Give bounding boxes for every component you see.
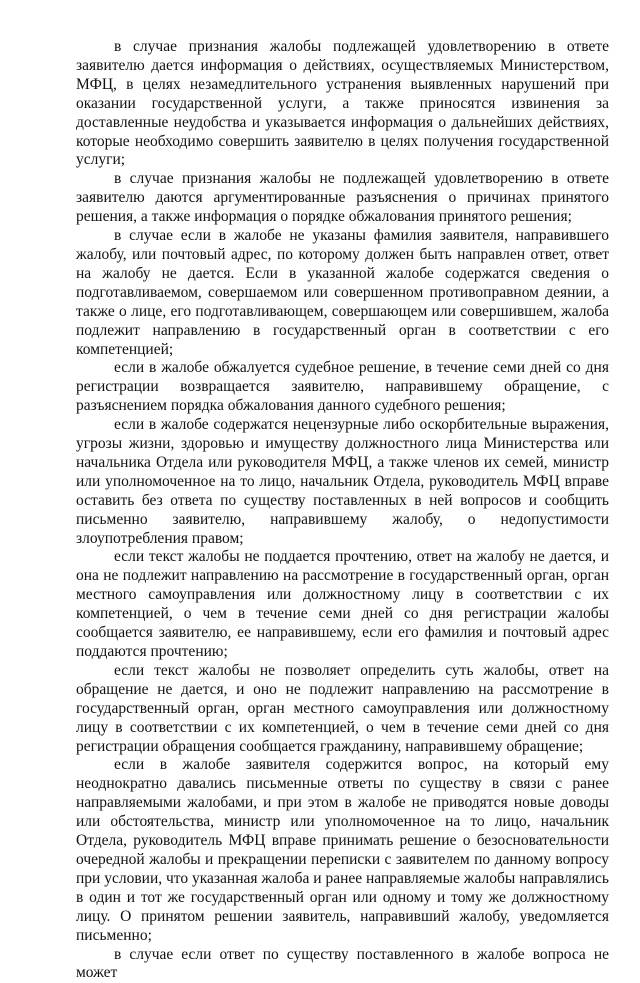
- paragraph-unreadable-text: если текст жалобы не поддается прочтению, ответ на жалобу не дается, и она не подлежит направлению на рассмотрение в государственный орган, орган местного самоуправления или должностному лицу в соответствии с их компетенцией, о чем в течение семи дней со дня регистрации жалобы сообщается заявителю, ее направившему, если его фамилия и почтовый адрес поддаются прочтению;: [76, 548, 609, 661]
- document-body: [76, 38, 609, 983]
- paragraph-missing-name-or-address: в случае если в жалобе не указаны фамилия заявителя, направившего жалобу, или почтовый адрес, по которому должен быть направлен ответ, ответ на жалобу не дается. Если в указанной жалобе содержатся сведения о подготавливаемом, совершаемом или совершенном противоправном деянии, а также о лице, его подготавливающем, совершающем или совершившем, жалоба подлежит направлению в государственный орган в соответствии с его компетенцией;: [76, 227, 609, 359]
- paragraph-court-decision: если в жалобе обжалуется судебное решение, в течение семи дней со дня регистрации возвращается заявителю, направившему обращение, с разъяснением порядка обжалования данного судебного решения;: [76, 359, 609, 416]
- paragraph-offensive-language: если в жалобе содержатся нецензурные либо оскорбительные выражения, угрозы жизни, здоровью и имуществу должностного лица Министерства или начальника Отдела или руководителя МФЦ, а также членов их семей, министр или уполномоченное на то лицо, начальник Отдела, руководитель МФЦ вправе оставить без ответа по существу поставленных в ней вопросов и сообщить письменно заявителю, направившему жалобу, о недопустимости злоупотребления правом;: [76, 416, 609, 548]
- paragraph-satisfied-complaint: в случае признания жалобы подлежащей удовлетворению в ответе заявителю дается информация о действиях, осуществляемых Министерством, МФЦ, в целях незамедлительного устранения выявленных нарушений при оказании государственной услуги, а также приносятся извинения за доставленные неудобства и указывается информация о дальнейших действиях, которые необходимо совершить заявителю в целях получения государственной услуги;: [76, 38, 609, 170]
- paragraph-truncated-last: в случае если ответ по существу поставленного в жалобе вопроса не может: [76, 946, 609, 983]
- paragraph-repeated-question: если в жалобе заявителя содержится вопрос, на который ему неоднократно давались письменные ответы по существу в связи с ранее направляемыми жалобами, и при этом в жалобе не приводятся новые доводы или обстоятельства, министр или уполномоченное на то лицо, начальник Отдела, руководитель МФЦ вправе принимать решение о безосновательности очередной жалобы и прекращении переписки с заявителем по данному вопросу при условии, что указанная жалоба и ранее направляемые жалобы направлялись в один и тот же государственный орган или одному и тому же должностному лицу. О принятом решении заявитель, направивший жалобу, уведомляется письменно;: [76, 756, 609, 945]
- paragraph-unsatisfied-complaint: в случае признания жалобы не подлежащей удовлетворению в ответе заявителю даются аргументированные разъяснения о причинах принятого решения, а также информация о порядке обжалования принятого решения;: [76, 170, 609, 227]
- paragraph-undeterminable-essence: если текст жалобы не позволяет определить суть жалобы, ответ на обращение не дается, и оно не подлежит направлению на рассмотрение в государственный орган, орган местного самоуправления или должностному лицу в соответствии с их компетенцией, о чем в течение семи дней со дня регистрации обращения сообщается гражданину, направившему обращение;: [76, 662, 609, 757]
